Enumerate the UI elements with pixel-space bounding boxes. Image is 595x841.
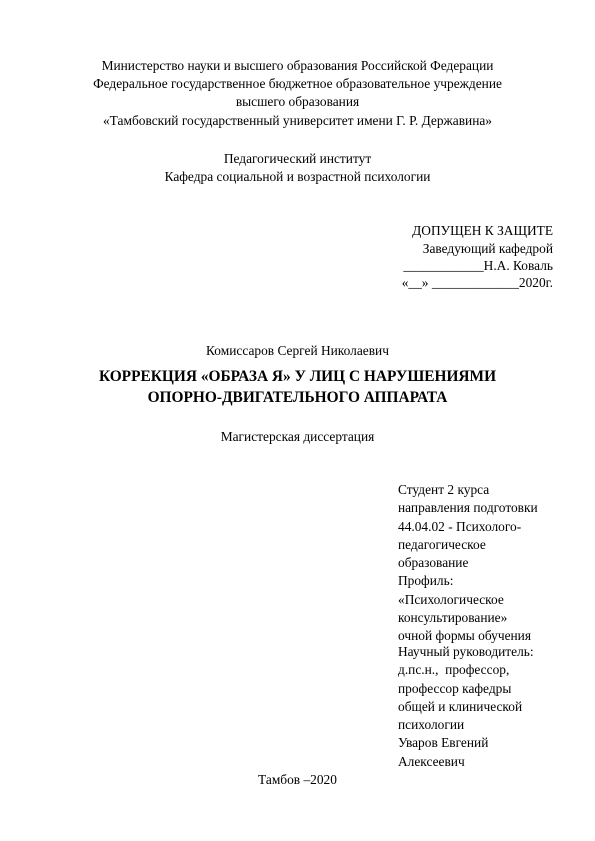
institution-line-1: Федеральное государственное бюджетное образовательное учреждение <box>93 76 502 91</box>
institute-line: Педагогический институт <box>223 151 372 166</box>
supervisor-info-line: общей и клинической <box>398 698 523 714</box>
supervisor-info-line: д.пс.н., профессор, <box>398 662 510 678</box>
student-info-line: Студент 2 курса <box>398 482 490 497</box>
university-line: «Тамбовский государственный университет имени Г. Р. Державина» <box>102 113 493 128</box>
student-info-line: образование <box>398 555 469 571</box>
thesis-title-line-2: ОПОРНО-ДВИГАТЕЛЬНОГО АППАРАТА <box>147 389 448 406</box>
supervisor-info-block <box>398 643 534 771</box>
approval-title: ДОПУЩЕН К ЗАЩИТЕ <box>412 223 553 238</box>
supervisor-info-line: профессор кафедры <box>398 680 512 696</box>
approval-role: Заведующий кафедрой <box>422 241 553 256</box>
work-type: Магистерская диссертация <box>220 429 375 444</box>
ministry-line: Министерство науки и высшего образования Российской Федерации <box>101 58 494 73</box>
student-info-line: «Психологическое <box>398 591 504 607</box>
footer-city-year: Тамбов –2020 <box>258 772 337 787</box>
student-info-block <box>398 481 538 646</box>
thesis-title-line-1: КОРРЕКЦИЯ «ОБРАЗА Я» У ЛИЦ С НАРУШЕНИЯМИ <box>98 368 497 385</box>
student-info-line: педагогическое <box>398 536 486 552</box>
student-info-line: очной формы обучения <box>398 628 532 644</box>
supervisor-info-line: Научный руководитель: <box>398 644 534 659</box>
student-info-line: консультирование» <box>398 610 508 626</box>
approval-signature: ____________Н.А. Коваль <box>403 258 553 273</box>
student-info-line: направления подготовки <box>398 500 538 516</box>
supervisor-info-line: Алексеевич <box>398 753 465 769</box>
author-name: Комиссаров Сергей Николаевич <box>206 343 389 358</box>
student-info-line: 44.04.02 - Психолого- <box>398 518 522 534</box>
student-info-line: Профиль: <box>398 573 454 589</box>
approval-date: «__» _____________2020г. <box>401 275 553 290</box>
supervisor-info-line: психологии <box>398 717 465 733</box>
supervisor-info-line: Уваров Евгений <box>398 735 489 751</box>
institution-line-2: высшего образования <box>235 94 360 109</box>
department-line: Кафедра социальной и возрастной психологии <box>164 169 431 184</box>
